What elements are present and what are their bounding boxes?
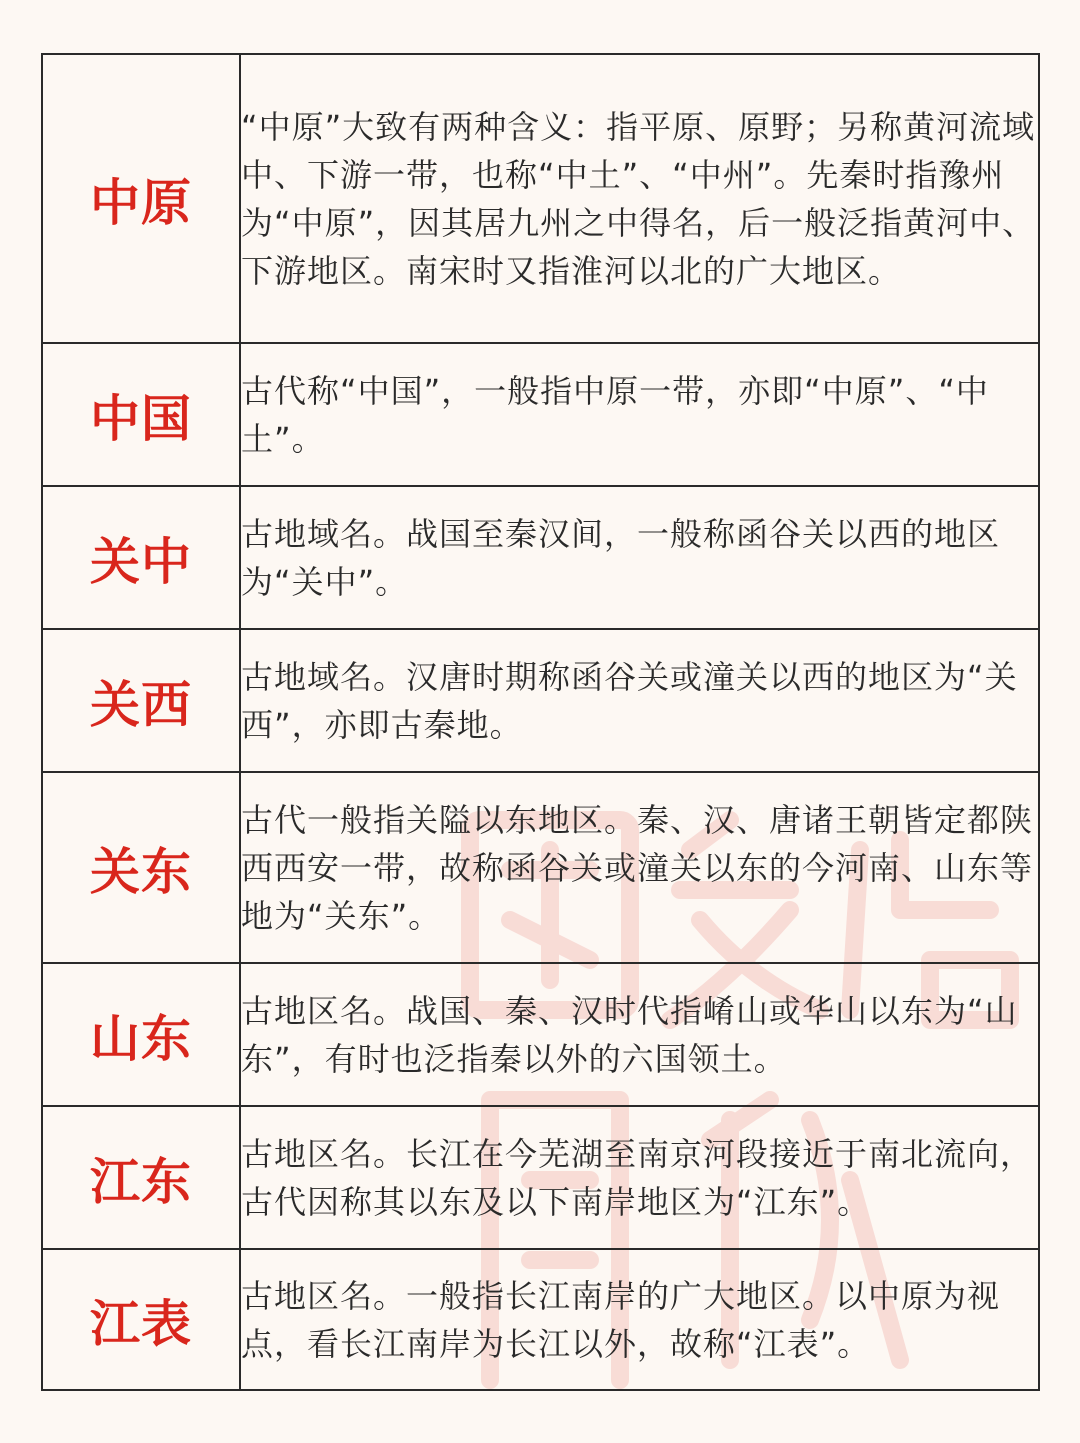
description-cell: “中原”大致有两种含义：指平原、原野；另称黄河流域中、下游一带，也称“中土”、“中州”。先秦时指豫州为“中原”，因其居九州之中得名，后一般泛指黄河中、下游地区。南宋时又指淮河以北的广大地区。: [240, 54, 1039, 343]
term-cell: 关西: [42, 629, 240, 772]
table-row: [42, 54, 1039, 343]
term-cell: 山东: [42, 963, 240, 1106]
term-cell: 关中: [42, 486, 240, 629]
term-cell: 江表: [42, 1249, 240, 1390]
terms-table: [41, 53, 1040, 1391]
table-row: [42, 343, 1039, 486]
description-cell: 古代称“中国”，一般指中原一带，亦即“中原”、“中土”。: [240, 343, 1039, 486]
description-cell: 古地域名。战国至秦汉间，一般称函谷关以西的地区为“关中”。: [240, 486, 1039, 629]
table-row: [42, 629, 1039, 772]
term-cell: 关东: [42, 772, 240, 963]
term-cell: 中国: [42, 343, 240, 486]
description-cell: 古地区名。一般指长江南岸的广大地区。以中原为视点，看长江南岸为长江以外，故称“江表”。: [240, 1249, 1039, 1390]
description-cell: 古代一般指关隘以东地区。秦、汉、唐诸王朝皆定都陕西西安一带，故称函谷关或潼关以东的今河南、山东等地为“关东”。: [240, 772, 1039, 963]
term-cell: 中原: [42, 54, 240, 343]
table-row: [42, 486, 1039, 629]
table-row: [42, 772, 1039, 963]
description-cell: 古地区名。长江在今芜湖至南京河段接近于南北流向，古代因称其以东及以下南岸地区为“江东”。: [240, 1106, 1039, 1249]
term-cell: 江东: [42, 1106, 240, 1249]
table-row: [42, 963, 1039, 1106]
description-cell: 古地区名。战国、秦、汉时代指崤山或华山以东为“山东”，有时也泛指秦以外的六国领土。: [240, 963, 1039, 1106]
table-row: [42, 1106, 1039, 1249]
table-row: [42, 1249, 1039, 1390]
description-cell: 古地域名。汉唐时期称函谷关或潼关以西的地区为“关西”，亦即古秦地。: [240, 629, 1039, 772]
